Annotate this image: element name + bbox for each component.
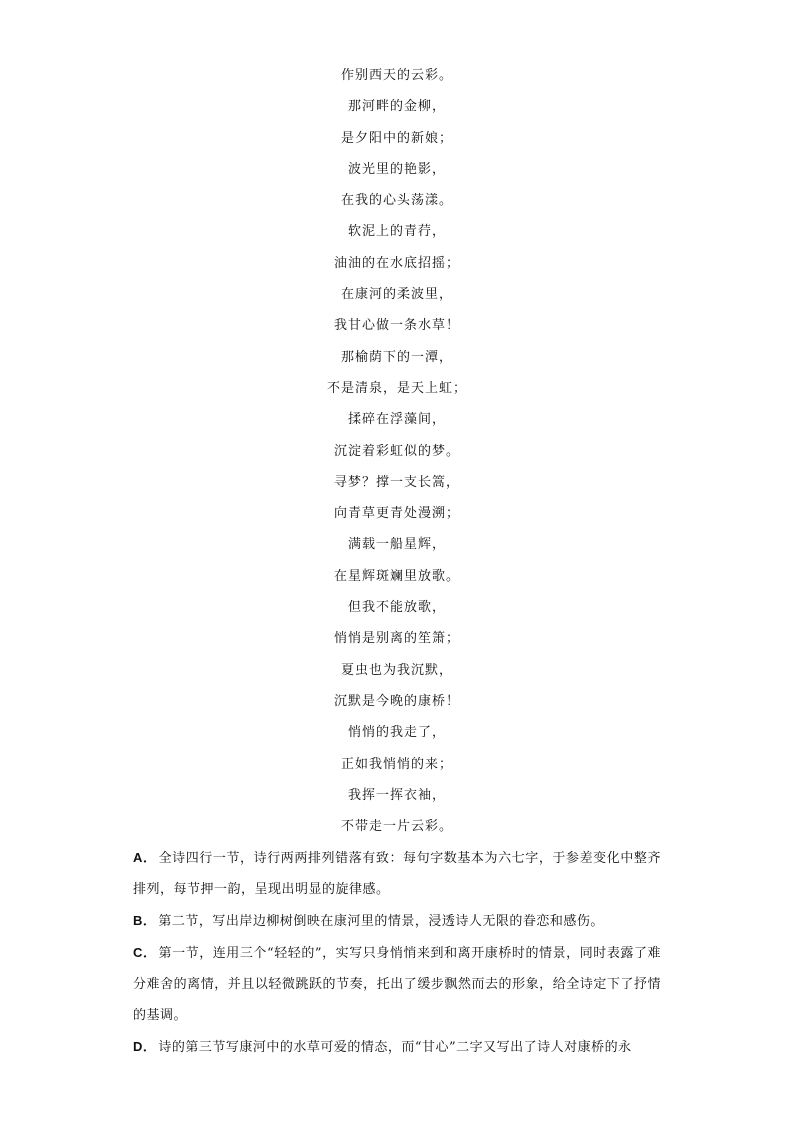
poem-line: 沉默是今晚的康桥！ bbox=[333, 693, 460, 709]
poem-line: 正如我悄悄的来； bbox=[340, 756, 453, 772]
poem bbox=[0, 60, 794, 842]
option-b bbox=[133, 905, 661, 937]
poem-line: 悄悄的我走了， bbox=[347, 725, 446, 741]
poem-line: 不是清泉，是天上虹； bbox=[326, 380, 467, 396]
poem-line: 那河畔的金柳， bbox=[347, 99, 446, 115]
poem-line: 在我的心头荡漾。 bbox=[340, 193, 453, 209]
poem-line: 油油的在水底招摇； bbox=[333, 255, 460, 271]
option-letter: A． bbox=[133, 850, 157, 865]
poem-line: 向青草更青处漫溯； bbox=[333, 506, 460, 522]
option-c bbox=[133, 937, 661, 1031]
poem-line: 寻梦？撑一支长篙， bbox=[333, 474, 460, 490]
poem-line: 悄悄是别离的笙箫； bbox=[333, 631, 460, 647]
option-letter: B． bbox=[133, 913, 157, 928]
poem-line: 那榆荫下的一潭， bbox=[340, 349, 453, 365]
poem-line: 我挥一挥衣袖， bbox=[347, 787, 446, 803]
poem-line: 是夕阳中的新娘； bbox=[340, 130, 453, 146]
option-d bbox=[133, 1031, 661, 1063]
poem-line: 夏虫也为我沉默， bbox=[340, 662, 453, 678]
poem-line: 我甘心做一条水草！ bbox=[333, 318, 460, 334]
option-letter: C． bbox=[133, 945, 157, 960]
poem-line: 揉碎在浮藻间， bbox=[347, 412, 446, 428]
poem-line: 在康河的柔波里， bbox=[340, 287, 453, 303]
option-letter: D． bbox=[133, 1039, 157, 1054]
poem-line: 不带走一片云彩。 bbox=[340, 819, 453, 835]
option-text: 诗的第三节写康河中的水草可爱的情态，而“甘心”二字又写出了诗人对康桥的永 bbox=[158, 1040, 632, 1055]
poem-line: 满载一船星辉， bbox=[347, 537, 446, 553]
poem-line: 沉淀着彩虹似的梦。 bbox=[333, 443, 460, 459]
poem-line: 在星辉斑斓里放歌。 bbox=[333, 568, 460, 584]
option-a bbox=[133, 842, 661, 905]
poem-line: 波光里的艳影， bbox=[347, 161, 446, 177]
option-text: 第一节，连用三个“轻轻的”，实写只身悄悄来到和离开康桥时的情景，同时表露了难分难舍的离情，并且以轻微跳跃的节奏，托出了缓步飘然而去的形象，给全诗定下了抒情的基调。 bbox=[133, 946, 662, 1023]
poem-line: 但我不能放歌， bbox=[347, 600, 446, 616]
answer-options bbox=[133, 842, 661, 1063]
option-text: 第二节，写出岸边柳树倒映在康河里的情景，浸透诗人无限的眷恋和感伤。 bbox=[158, 914, 604, 929]
poem-line: 作别西天的云彩。 bbox=[340, 68, 453, 83]
poem-line: 软泥上的青荇， bbox=[347, 224, 446, 240]
option-text: 全诗四行一节，诗行两两排列错落有致：每句字数基本为六七字，于参差变化中整齐排列，每节押一韵，呈现出明显的旋律感。 bbox=[133, 851, 661, 897]
